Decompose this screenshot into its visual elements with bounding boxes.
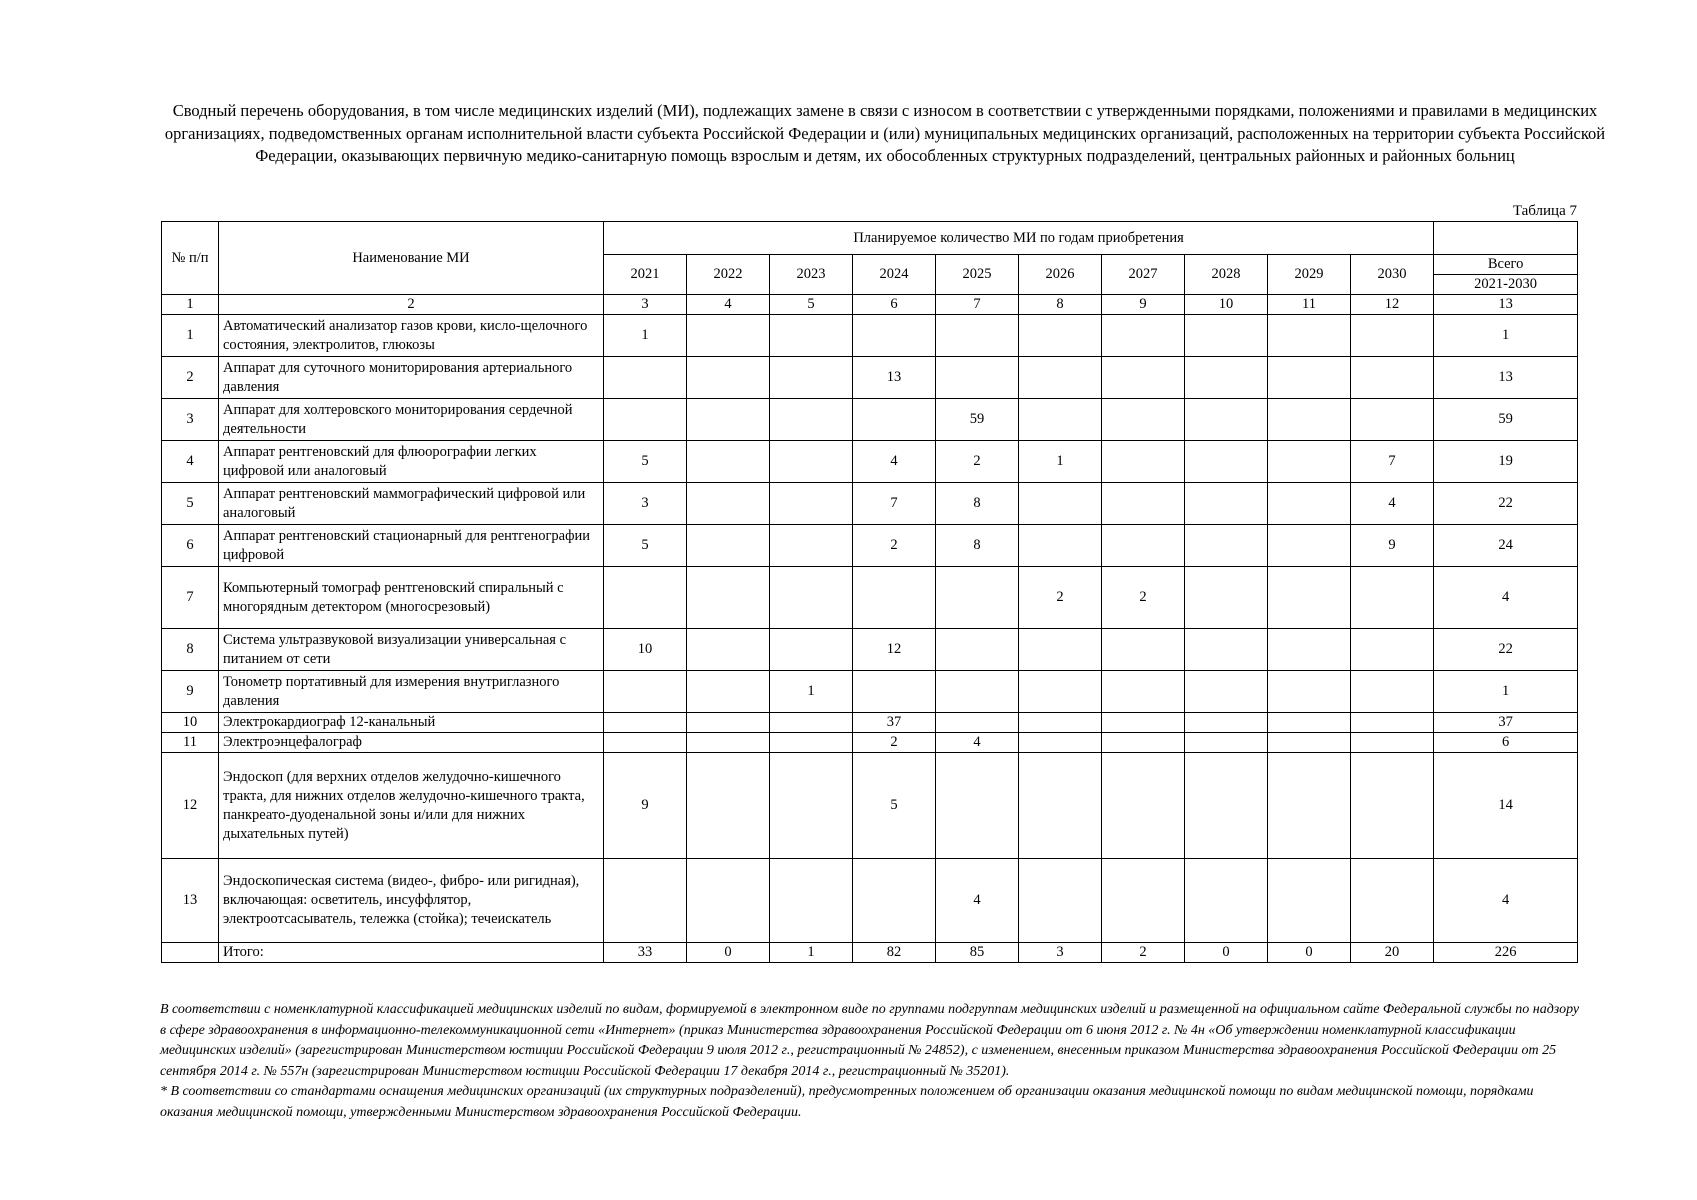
header-total: Всего — [1434, 255, 1578, 275]
column-number: 2 — [219, 295, 604, 315]
year-quantity-cell — [1019, 525, 1102, 567]
totals-cell: 20 — [1351, 943, 1434, 963]
row-total-cell: 4 — [1434, 859, 1578, 943]
year-quantity-cell — [1019, 357, 1102, 399]
totals-cell: 85 — [936, 943, 1019, 963]
totals-cell: 3 — [1019, 943, 1102, 963]
year-quantity-cell — [687, 567, 770, 629]
row-total-cell: 6 — [1434, 733, 1578, 753]
table-row — [162, 441, 1578, 483]
year-quantity-cell — [1268, 733, 1351, 753]
header-no: № п/п — [162, 222, 219, 295]
column-number: 6 — [853, 295, 936, 315]
year-quantity-cell — [1102, 483, 1185, 525]
year-quantity-cell — [687, 315, 770, 357]
header-planned: Планируемое количество МИ по годам приобретения — [604, 222, 1434, 255]
table-row — [162, 629, 1578, 671]
table-header — [162, 222, 1578, 315]
year-quantity-cell — [1185, 399, 1268, 441]
year-quantity-cell — [1185, 859, 1268, 943]
device-name-cell: Аппарат рентгеновский маммографический цифровой или аналоговый — [219, 483, 604, 525]
year-quantity-cell — [604, 567, 687, 629]
year-quantity-cell — [687, 713, 770, 733]
header-year-2023: 2023 — [770, 255, 853, 295]
year-quantity-cell — [1019, 671, 1102, 713]
year-quantity-cell — [1019, 753, 1102, 859]
year-quantity-cell — [1268, 671, 1351, 713]
column-number: 7 — [936, 295, 1019, 315]
table-row — [162, 483, 1578, 525]
year-quantity-cell — [687, 859, 770, 943]
row-number-cell: 6 — [162, 525, 219, 567]
year-quantity-cell — [853, 315, 936, 357]
totals-no-cell — [162, 943, 219, 963]
equipment-table — [161, 221, 1578, 963]
year-quantity-cell: 2 — [1019, 567, 1102, 629]
year-quantity-cell: 8 — [936, 483, 1019, 525]
totals-cell: 1 — [770, 943, 853, 963]
row-number-cell: 2 — [162, 357, 219, 399]
year-quantity-cell — [1019, 859, 1102, 943]
year-quantity-cell — [1351, 753, 1434, 859]
header-year-2024: 2024 — [853, 255, 936, 295]
year-quantity-cell — [604, 859, 687, 943]
year-quantity-cell: 2 — [936, 441, 1019, 483]
row-total-cell: 22 — [1434, 483, 1578, 525]
table-row — [162, 567, 1578, 629]
year-quantity-cell — [687, 753, 770, 859]
year-quantity-cell — [853, 859, 936, 943]
column-number: 13 — [1434, 295, 1578, 315]
table-row — [162, 671, 1578, 713]
year-quantity-cell — [936, 713, 1019, 733]
totals-row — [162, 943, 1578, 963]
device-name-cell: Автоматический анализатор газов крови, кисло-щелочного состояния, электролитов, глюкозы — [219, 315, 604, 357]
row-total-cell: 24 — [1434, 525, 1578, 567]
year-quantity-cell — [1351, 713, 1434, 733]
year-quantity-cell — [936, 357, 1019, 399]
device-name-cell: Аппарат рентгеновский для флюорографии легких цифровой или аналоговый — [219, 441, 604, 483]
device-name-cell: Компьютерный томограф рентгеновский спиральный с многорядным детектором (многосрезовый) — [219, 567, 604, 629]
year-quantity-cell — [1351, 859, 1434, 943]
header-total-blank — [1434, 222, 1578, 255]
year-quantity-cell: 1 — [770, 671, 853, 713]
year-quantity-cell: 5 — [604, 441, 687, 483]
row-number-cell: 12 — [162, 753, 219, 859]
year-quantity-cell — [1185, 733, 1268, 753]
column-number: 1 — [162, 295, 219, 315]
year-quantity-cell: 5 — [604, 525, 687, 567]
year-quantity-cell: 4 — [853, 441, 936, 483]
header-year-2026: 2026 — [1019, 255, 1102, 295]
year-quantity-cell — [1102, 441, 1185, 483]
header-name: Наименование МИ — [219, 222, 604, 295]
column-number: 10 — [1185, 295, 1268, 315]
year-quantity-cell — [1268, 441, 1351, 483]
year-quantity-cell — [687, 525, 770, 567]
year-quantity-cell: 5 — [853, 753, 936, 859]
year-quantity-cell: 8 — [936, 525, 1019, 567]
table-row — [162, 357, 1578, 399]
totals-cell: 0 — [687, 943, 770, 963]
year-quantity-cell — [687, 357, 770, 399]
year-quantity-cell — [1351, 315, 1434, 357]
year-quantity-cell — [687, 441, 770, 483]
year-quantity-cell — [1102, 753, 1185, 859]
year-quantity-cell — [687, 399, 770, 441]
year-quantity-cell — [853, 567, 936, 629]
table-label: Таблица 7 — [1512, 203, 1577, 219]
year-quantity-cell: 2 — [853, 733, 936, 753]
year-quantity-cell — [1185, 671, 1268, 713]
year-quantity-cell — [1102, 357, 1185, 399]
year-quantity-cell — [1019, 733, 1102, 753]
row-number-cell: 7 — [162, 567, 219, 629]
totals-cell: 0 — [1268, 943, 1351, 963]
year-quantity-cell — [1268, 357, 1351, 399]
row-number-cell: 3 — [162, 399, 219, 441]
device-name-cell: Эндоскопическая система (видео-, фибро- или ригидная), включающая: осветитель, инсуффлятор, электроотсасыватель, тележка (стойка); течеискатель — [219, 859, 604, 943]
header-year-2028: 2028 — [1185, 255, 1268, 295]
year-quantity-cell — [1351, 357, 1434, 399]
table-body — [162, 315, 1578, 943]
year-quantity-cell — [770, 629, 853, 671]
year-quantity-cell — [1019, 399, 1102, 441]
row-total-cell: 14 — [1434, 753, 1578, 859]
year-quantity-cell — [687, 483, 770, 525]
year-quantity-cell: 2 — [1102, 567, 1185, 629]
table-row — [162, 399, 1578, 441]
device-name-cell: Электрокардиограф 12-канальный — [219, 713, 604, 733]
year-quantity-cell — [770, 525, 853, 567]
year-quantity-cell — [1102, 525, 1185, 567]
header-year-2029: 2029 — [1268, 255, 1351, 295]
device-name-cell: Аппарат для холтеровского мониторирования сердечной деятельности — [219, 399, 604, 441]
year-quantity-cell — [853, 671, 936, 713]
year-quantity-cell — [770, 713, 853, 733]
row-number-cell: 13 — [162, 859, 219, 943]
year-quantity-cell — [853, 399, 936, 441]
grand-total-cell: 226 — [1434, 943, 1578, 963]
footnote-standards: * В соответствии со стандартами оснащения медицинских организаций (их структурных подразделений), предусмотренных положением об организации оказания медицинской помощи по видам медицинской помощи, порядками оказания медицинской помощи, утвержденными Министерством здравоохранения Российской Федерации. — [160, 1084, 1534, 1120]
year-quantity-cell — [1351, 629, 1434, 671]
year-quantity-cell — [604, 671, 687, 713]
year-quantity-cell — [770, 733, 853, 753]
row-number-cell: 5 — [162, 483, 219, 525]
year-quantity-cell — [770, 483, 853, 525]
year-quantity-cell — [770, 859, 853, 943]
year-quantity-cell — [1351, 733, 1434, 753]
table-footer — [162, 943, 1578, 963]
table-row — [162, 525, 1578, 567]
year-quantity-cell — [1268, 753, 1351, 859]
year-quantity-cell: 1 — [1019, 441, 1102, 483]
year-quantity-cell — [604, 399, 687, 441]
column-number: 8 — [1019, 295, 1102, 315]
year-quantity-cell: 12 — [853, 629, 936, 671]
year-quantity-cell — [1185, 357, 1268, 399]
year-quantity-cell — [1268, 399, 1351, 441]
year-quantity-cell — [1102, 315, 1185, 357]
row-total-cell: 1 — [1434, 315, 1578, 357]
year-quantity-cell: 10 — [604, 629, 687, 671]
year-quantity-cell — [770, 399, 853, 441]
header-year-2025: 2025 — [936, 255, 1019, 295]
column-number: 11 — [1268, 295, 1351, 315]
table-row — [162, 859, 1578, 943]
year-quantity-cell — [1268, 629, 1351, 671]
header-year-2022: 2022 — [687, 255, 770, 295]
header-total-range: 2021-2030 — [1434, 275, 1578, 295]
year-quantity-cell — [936, 315, 1019, 357]
year-quantity-cell: 59 — [936, 399, 1019, 441]
year-quantity-cell — [1351, 567, 1434, 629]
year-quantity-cell — [936, 753, 1019, 859]
year-quantity-cell — [1185, 315, 1268, 357]
row-total-cell: 4 — [1434, 567, 1578, 629]
year-quantity-cell — [1102, 671, 1185, 713]
column-number: 12 — [1351, 295, 1434, 315]
device-name-cell: Система ультразвуковой визуализации универсальная с питанием от сети — [219, 629, 604, 671]
totals-cell: 82 — [853, 943, 936, 963]
year-quantity-cell — [1019, 629, 1102, 671]
year-quantity-cell: 2 — [853, 525, 936, 567]
row-total-cell: 1 — [1434, 671, 1578, 713]
year-quantity-cell — [936, 567, 1019, 629]
year-quantity-cell — [1185, 441, 1268, 483]
year-quantity-cell — [1351, 671, 1434, 713]
year-quantity-cell — [1185, 525, 1268, 567]
totals-cell: 0 — [1185, 943, 1268, 963]
device-name-cell: Аппарат рентгеновский стационарный для рентгенографии цифровой — [219, 525, 604, 567]
year-quantity-cell: 4 — [936, 859, 1019, 943]
header-year-2021: 2021 — [604, 255, 687, 295]
year-quantity-cell: 1 — [604, 315, 687, 357]
table-row — [162, 733, 1578, 753]
footnote-nomenclature: В соответствии с номенклатурной классификацией медицинских изделий по видам, формируемой в электронном виде по группами подгруппам медицинских изделий и размещенной на официальном сайте Федеральной службы по надзору в сфере здравоохранения в информационно-телекоммуникационной сети «Интернет» (приказ Министерства здравоохранения Российской Федерации от 6 июня 2012 г. № 4н «Об утверждении номенклатурной классификации медицинских изделий» (зарегистрирован Министерством юстиции Российской Федерации 9 июля 2012 г., регистрационный № 24852), с изменением, внесенным приказом Министерства здравоохранения Российской Федерации от 25 сентября 2014 г. № 557н (зарегистрирован Министерством юстиции Российской Федерации 17 декабря 2014 г., регистрационный № 35201). — [160, 1002, 1580, 1079]
table-row — [162, 713, 1578, 733]
year-quantity-cell — [604, 357, 687, 399]
year-quantity-cell — [1185, 567, 1268, 629]
device-name-cell: Электроэнцефалограф — [219, 733, 604, 753]
year-quantity-cell — [1102, 629, 1185, 671]
year-quantity-cell — [1351, 399, 1434, 441]
year-quantity-cell — [936, 671, 1019, 713]
row-total-cell: 13 — [1434, 357, 1578, 399]
row-number-cell: 1 — [162, 315, 219, 357]
row-number-cell: 4 — [162, 441, 219, 483]
header-year-2030: 2030 — [1351, 255, 1434, 295]
year-quantity-cell — [604, 713, 687, 733]
year-quantity-cell — [1102, 733, 1185, 753]
year-quantity-cell — [1185, 483, 1268, 525]
year-quantity-cell — [936, 629, 1019, 671]
year-quantity-cell — [1102, 859, 1185, 943]
totals-label: Итого: — [219, 943, 604, 963]
year-quantity-cell: 3 — [604, 483, 687, 525]
year-quantity-cell — [687, 733, 770, 753]
column-number: 9 — [1102, 295, 1185, 315]
year-quantity-cell — [687, 629, 770, 671]
row-total-cell: 22 — [1434, 629, 1578, 671]
year-quantity-cell — [770, 567, 853, 629]
year-quantity-cell: 7 — [1351, 441, 1434, 483]
device-name-cell: Аппарат для суточного мониторирования артериального давления — [219, 357, 604, 399]
footnotes — [160, 1000, 1580, 1123]
year-quantity-cell — [1185, 629, 1268, 671]
year-quantity-cell — [1268, 567, 1351, 629]
year-quantity-cell: 13 — [853, 357, 936, 399]
year-quantity-cell — [770, 357, 853, 399]
year-quantity-cell — [770, 441, 853, 483]
row-total-cell: 37 — [1434, 713, 1578, 733]
year-quantity-cell — [1268, 713, 1351, 733]
device-name-cell: Эндоскоп (для верхних отделов желудочно-кишечного тракта, для нижних отделов желудочно-кишечного тракта, панкреато-дуоденальной зоны и/или для нижних дыхательных путей) — [219, 753, 604, 859]
year-quantity-cell — [604, 733, 687, 753]
year-quantity-cell — [1268, 315, 1351, 357]
row-number-cell: 10 — [162, 713, 219, 733]
year-quantity-cell — [1268, 483, 1351, 525]
row-number-cell: 11 — [162, 733, 219, 753]
year-quantity-cell — [1102, 713, 1185, 733]
year-quantity-cell — [1019, 315, 1102, 357]
year-quantity-cell — [1102, 399, 1185, 441]
column-number: 5 — [770, 295, 853, 315]
year-quantity-cell — [770, 315, 853, 357]
row-total-cell: 59 — [1434, 399, 1578, 441]
year-quantity-cell: 9 — [604, 753, 687, 859]
year-quantity-cell — [1185, 713, 1268, 733]
totals-cell: 2 — [1102, 943, 1185, 963]
column-number: 3 — [604, 295, 687, 315]
column-number: 4 — [687, 295, 770, 315]
header-year-2027: 2027 — [1102, 255, 1185, 295]
table-row — [162, 753, 1578, 859]
totals-cell: 33 — [604, 943, 687, 963]
year-quantity-cell: 4 — [1351, 483, 1434, 525]
year-quantity-cell — [1268, 859, 1351, 943]
year-quantity-cell — [1185, 753, 1268, 859]
year-quantity-cell — [770, 753, 853, 859]
row-total-cell: 19 — [1434, 441, 1578, 483]
year-quantity-cell: 9 — [1351, 525, 1434, 567]
year-quantity-cell — [1019, 483, 1102, 525]
year-quantity-cell: 37 — [853, 713, 936, 733]
year-quantity-cell: 4 — [936, 733, 1019, 753]
column-number-row — [162, 295, 1578, 315]
row-number-cell: 8 — [162, 629, 219, 671]
year-quantity-cell — [687, 671, 770, 713]
table-row — [162, 315, 1578, 357]
document-title: Сводный перечень оборудования, в том числе медицинских изделий (МИ), подлежащих замене в связи с износом в соответствии с утвержденными порядками, положениями и правилами в медицинских организациях, подведомственных органам исполнительной власти субъекта Российской Федерации и (или) муниципальных медицинских организаций, расположенных на территории субъекта Российской Федерации, оказывающих первичную медико-санитарную помощь взрослым и детям, их обособленных структурных подразделений, центральных районных и районных больниц — [164, 101, 1606, 165]
year-quantity-cell: 7 — [853, 483, 936, 525]
row-number-cell: 9 — [162, 671, 219, 713]
year-quantity-cell — [1019, 713, 1102, 733]
year-quantity-cell — [1268, 525, 1351, 567]
device-name-cell: Тонометр портативный для измерения внутриглазного давления — [219, 671, 604, 713]
